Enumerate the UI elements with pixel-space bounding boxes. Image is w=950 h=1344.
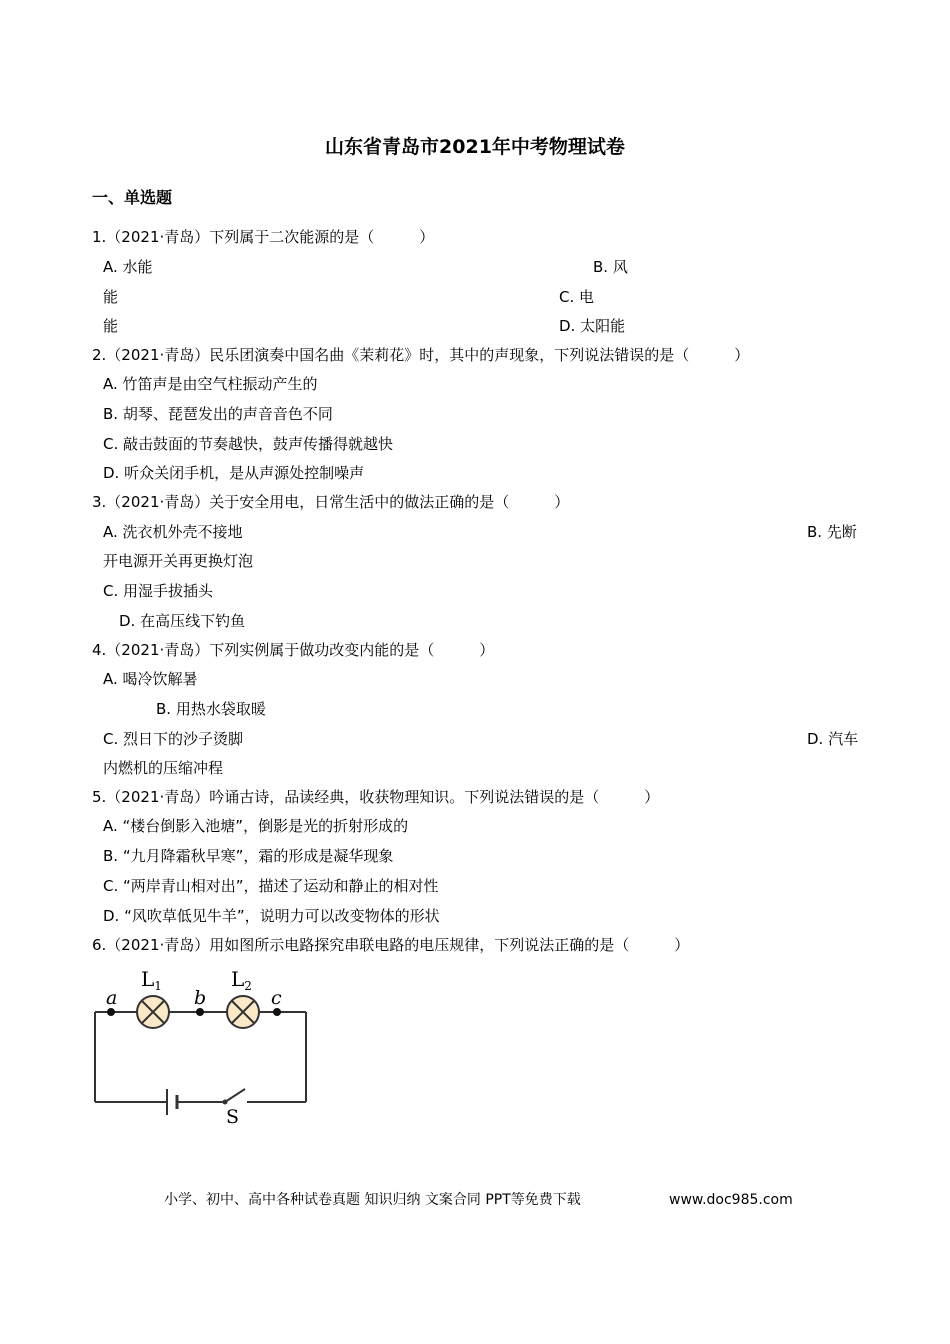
q1-stem: 1.（2021·青岛）下列属于二次能源的是（ ） bbox=[92, 228, 435, 246]
q1-option-c: C. 电 bbox=[559, 288, 595, 306]
q1-option-d: D. 太阳能 bbox=[559, 317, 626, 335]
q4-stem: 4.（2021·青岛）下列实例属于做功改变内能的是（ ） bbox=[92, 641, 495, 659]
q4-option-b: B. 用热水袋取暖 bbox=[156, 700, 266, 718]
lamp-1-label: $L_1$ bbox=[141, 967, 162, 993]
q3-option-d: D. 在高压线下钓鱼 bbox=[119, 612, 246, 630]
point-b-dot bbox=[196, 1008, 204, 1016]
point-a-label: a bbox=[106, 987, 118, 1009]
q4-option-d-cont: 内燃机的压缩冲程 bbox=[103, 759, 224, 777]
page-title: 山东省青岛市2021年中考物理试卷 bbox=[325, 136, 625, 158]
q4-option-c: C. 烈日下的沙子烫脚 bbox=[103, 730, 244, 748]
lamp-2-label: $L_2$ bbox=[231, 967, 252, 993]
q6-stem: 6.（2021·青岛）用如图所示电路探究串联电路的电压规律，下列说法正确的是（ ） bbox=[92, 936, 690, 954]
q5-stem: 5.（2021·青岛）吟诵古诗，品读经典，收获物理知识。下列说法错误的是（ ） bbox=[92, 788, 660, 806]
lamp-2-icon bbox=[227, 996, 259, 1028]
q1-option-a: A. 水能 bbox=[103, 258, 153, 276]
switch-label: S bbox=[226, 1106, 240, 1128]
q2-option-a: A. 竹笛声是由空气柱振动产生的 bbox=[103, 375, 318, 393]
q4-option-a: A. 喝冷饮解暑 bbox=[103, 670, 198, 688]
section-heading: 一、单选题 bbox=[92, 188, 173, 207]
q3-option-b: B. 先断 bbox=[807, 523, 857, 541]
q2-option-b: B. 胡琴、琵琶发出的声音音色不同 bbox=[103, 405, 333, 423]
q2-stem: 2.（2021·青岛）民乐团演奏中国名曲《茉莉花》时，其中的声现象，下列说法错误的是（ ） bbox=[92, 346, 750, 364]
footer-url[interactable]: www.doc985.com bbox=[669, 1192, 793, 1208]
q4-option-d: D. 汽车 bbox=[807, 730, 859, 748]
lamp-1-icon bbox=[137, 996, 169, 1028]
q1-option-c-cont: 能 bbox=[103, 317, 119, 335]
q5-option-a: A. “楼台倒影入池塘”，倒影是光的折射形成的 bbox=[103, 817, 409, 835]
point-a-dot bbox=[107, 1008, 115, 1016]
q1-option-b-cont: 能 bbox=[103, 288, 119, 306]
q2-option-d: D. 听众关闭手机，是从声源处控制噪声 bbox=[103, 464, 365, 482]
point-b-label: b bbox=[194, 987, 207, 1009]
point-c-label: c bbox=[271, 987, 282, 1009]
q5-option-b: B. “九月降霜秋早寒”，霜的形成是凝华现象 bbox=[103, 847, 394, 865]
q3-option-b-cont: 开电源开关再更换灯泡 bbox=[103, 552, 254, 570]
q5-option-d: D. “风吹草低见牛羊”，说明力可以改变物体的形状 bbox=[103, 907, 440, 925]
switch-icon bbox=[225, 1089, 245, 1102]
q2-option-c: C. 敲击鼓面的节奏越快，鼓声传播得就越快 bbox=[103, 435, 394, 453]
point-c-dot bbox=[273, 1008, 281, 1016]
q1-option-b: B. 风 bbox=[593, 258, 628, 276]
q3-option-a: A. 洗衣机外壳不接地 bbox=[103, 523, 243, 541]
q3-stem: 3.（2021·青岛）关于安全用电，日常生活中的做法正确的是（ ） bbox=[92, 493, 570, 511]
q5-option-c: C. “两岸青山相对出”，描述了运动和静止的相对性 bbox=[103, 877, 439, 895]
q3-option-c: C. 用湿手拔插头 bbox=[103, 582, 214, 600]
circuit-diagram bbox=[85, 962, 320, 1132]
footer-text: 小学、初中、高中各种试卷真题 知识归纳 文案合同 PPT等免费下载 bbox=[164, 1192, 581, 1208]
